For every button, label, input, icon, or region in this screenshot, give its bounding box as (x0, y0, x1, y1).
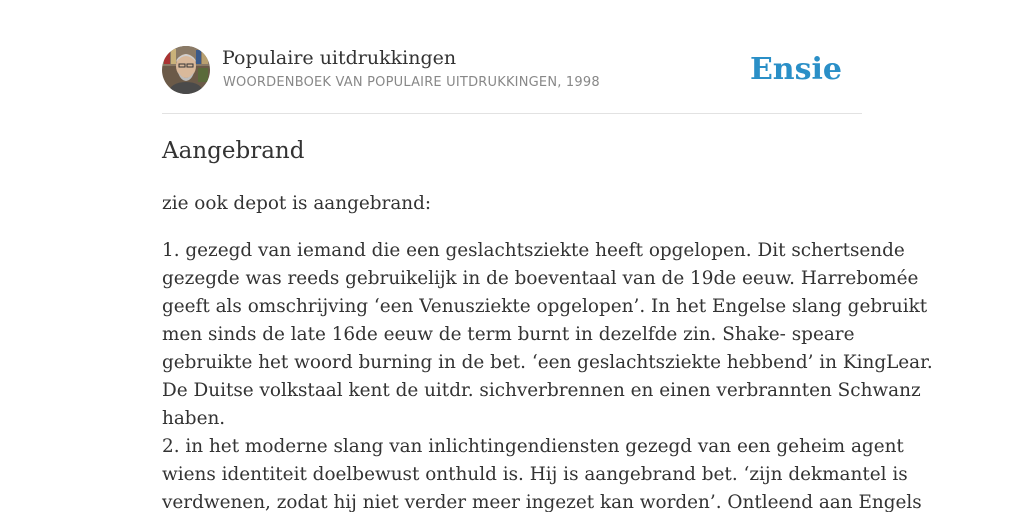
header-divider (162, 113, 862, 114)
definition-line: gebruikte het woord burning in de bet. ‘een geslachtsziekte hebbend’ in KingLear. (162, 352, 933, 373)
definition-text (162, 237, 933, 512)
see-also-text: zie ook depot is aangebrand: (162, 193, 432, 214)
definition-line: haben. (162, 408, 226, 429)
definition-line: 2. in het moderne slang van inlichtingendiensten gezegd van een geheim agent (162, 436, 904, 457)
definition-line: men sinds de late 16de eeuw de term burnt in dezelfde zin. Shake- speare (162, 324, 855, 345)
brand-logo[interactable]: Ensie (749, 52, 842, 87)
definition-line: 1. gezegd van iemand die een geslachtsziekte heeft opgelopen. Dit schertsende (162, 240, 905, 261)
entry-title: Aangebrand (162, 138, 305, 164)
definition-line: De Duitse volkstaal kent de uitdr. sichverbrennen en einen verbrannten Schwanz (162, 380, 921, 401)
source-subtitle: WOORDENBOEK VAN POPULAIRE UITDRUKKINGEN, 1998 (223, 75, 600, 90)
definition-line: wiens identiteit doelbewust onthuld is. Hij is aangebrand bet. ‘zijn dekmantel is (162, 464, 908, 485)
source-header (162, 46, 862, 96)
definition-line: gezegde was reeds gebruikelijk in de boeventaal van de 19de eeuw. Harrebomée (162, 268, 919, 289)
author-photo-icon (162, 46, 210, 94)
source-title[interactable]: Populaire uitdrukkingen (222, 47, 457, 69)
definition-line: verdwenen, zodat hij niet verder meer ingezet kan worden’. Ontleend aan Engels (162, 492, 922, 512)
definition-line: geeft als omschrijving ‘een Venusziekte opgelopen’. In het Engelse slang gebruikt (162, 296, 928, 317)
author-avatar[interactable] (162, 46, 210, 94)
